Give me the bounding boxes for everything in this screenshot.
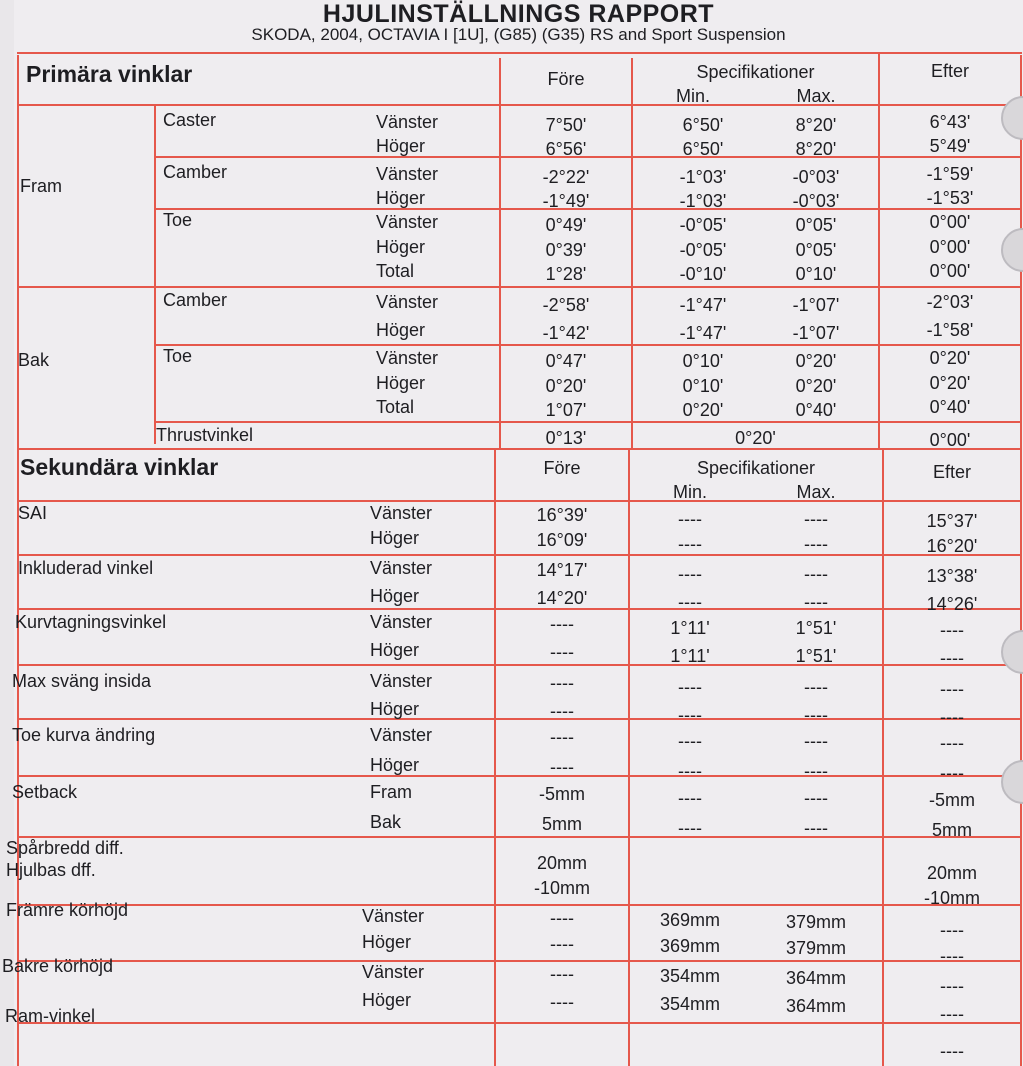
value-fore: -2°58' [542, 295, 590, 315]
primary-heading: Primära vinklar [26, 61, 193, 87]
value-fore: ---- [550, 614, 574, 634]
value-spec-max: 379mm [785, 938, 847, 958]
grid-line [17, 554, 1022, 556]
value-spec-max: 8°20' [795, 139, 837, 159]
row-subgroup-label: Camber [163, 290, 228, 310]
value-spec-min: 1°11' [670, 646, 710, 666]
row-side-label: Höger [376, 237, 426, 257]
value-fore: -2°22' [542, 167, 590, 187]
col-header-max-2: Max. [796, 482, 836, 502]
row-side-label: Vänster [362, 906, 425, 926]
row-side-label: Höger [370, 640, 420, 660]
ram-label: Ram-vinkel [5, 1006, 96, 1026]
row-subgroup-label: Caster [163, 110, 217, 130]
value-efter: -2°03' [926, 292, 974, 312]
value-efter: 0°00' [929, 261, 971, 281]
value-efter: ---- [940, 679, 964, 699]
row-side-label: Vänster [370, 558, 433, 578]
value-spec-min: ---- [678, 564, 702, 584]
row-side-label: Höger [376, 136, 426, 156]
value-efter: 0°40' [929, 397, 971, 417]
row-side-label: Höger [370, 755, 420, 775]
value-spec-min: -0°10' [679, 264, 727, 284]
value-spec-max: 364mm [785, 968, 847, 988]
col-header-spec-2: Specifikationer [696, 458, 816, 478]
spar-efter-2: -10mm [923, 888, 980, 908]
row-subgroup-label: Toe [163, 346, 193, 366]
value-efter: ---- [940, 763, 964, 783]
spar-fore-1: 20mm [536, 853, 587, 873]
col-header-efter-2: Efter [932, 462, 971, 482]
value-spec-min: 369mm [659, 936, 721, 956]
col-header-max: Max. [796, 86, 836, 106]
grid-line [154, 344, 1022, 346]
value-fore: 6°56' [545, 139, 587, 159]
value-efter: 0°20' [929, 373, 971, 393]
value-spec-min: ---- [678, 509, 702, 529]
row-side-label: Höger [362, 990, 412, 1010]
value-efter: 5mm [932, 820, 972, 840]
grid-line [17, 52, 1022, 54]
value-spec-max: ---- [804, 761, 828, 781]
value-fore: ---- [550, 934, 574, 954]
value-spec-max: ---- [804, 731, 828, 751]
value-efter: ---- [940, 648, 964, 668]
col-header-efter: Efter [930, 61, 969, 81]
value-spec-min: 354mm [659, 994, 721, 1014]
value-spec-min: ---- [678, 818, 702, 838]
value-fore: 1°28' [545, 264, 587, 284]
spar-label-2: Hjulbas dff. [6, 860, 96, 880]
value-spec-max: 0°20' [795, 376, 837, 396]
group-fram: Fram [20, 176, 62, 196]
row-label: SAI [18, 503, 48, 523]
secondary-heading: Sekundära vinklar [20, 454, 219, 480]
value-efter: -1°58' [926, 320, 974, 340]
row-side-label: Bak [370, 812, 402, 832]
grid-line [17, 286, 1022, 288]
value-spec-min: 1°11' [670, 618, 710, 638]
value-spec-max: 1°51' [795, 646, 837, 666]
value-spec-max: ---- [804, 534, 828, 554]
grid-line [154, 421, 1022, 423]
value-spec-min: -0°05' [679, 215, 727, 235]
value-spec-min: ---- [678, 731, 702, 751]
value-efter: 0°00' [929, 212, 971, 232]
value-spec-max: ---- [804, 509, 828, 529]
value-fore: 0°49' [545, 215, 587, 235]
value-spec-max: 0°10' [795, 264, 837, 284]
value-fore: 7°50' [545, 115, 587, 135]
group-bak: Bak [18, 350, 50, 370]
value-spec-max: ---- [804, 677, 828, 697]
value-efter: 14°26' [926, 594, 978, 614]
value-spec-min: -1°03' [679, 167, 727, 187]
col-header-min: Min. [675, 86, 710, 106]
row-side-label: Höger [376, 373, 426, 393]
value-spec-max: 364mm [785, 996, 847, 1016]
value-spec-max: 8°20' [795, 115, 837, 135]
value-fore: 16°39' [536, 505, 588, 525]
value-spec-min: 0°10' [682, 376, 724, 396]
thrust-efter: 0°00' [929, 430, 971, 450]
thrust-spec: 0°20' [735, 428, 776, 448]
value-spec-max: 0°20' [795, 351, 837, 371]
value-fore: ---- [550, 727, 574, 747]
value-efter: 16°20' [926, 536, 978, 556]
value-efter: 6°43' [929, 112, 971, 132]
row-label: Bakre körhöjd [2, 956, 114, 976]
value-fore: ---- [550, 992, 574, 1012]
value-fore: 14°17' [536, 560, 588, 580]
row-side-label: Vänster [376, 164, 439, 184]
value-fore: -5mm [539, 784, 585, 804]
value-fore: -1°42' [542, 323, 590, 343]
value-efter: 13°38' [926, 566, 978, 586]
value-spec-min: 369mm [659, 910, 721, 930]
row-side-label: Höger [370, 528, 420, 548]
thrust-label: Thrustvinkel [156, 425, 254, 445]
value-spec-max: 0°05' [795, 215, 837, 235]
ram-efter: ---- [940, 1041, 964, 1061]
grid-line [1020, 55, 1022, 1066]
value-spec-min: 6°50' [682, 139, 724, 159]
value-efter: 5°49' [929, 136, 971, 156]
value-spec-max: -0°03' [792, 167, 840, 187]
value-fore: 5mm [542, 814, 582, 834]
row-side-label: Vänster [376, 348, 439, 368]
value-efter: 0°00' [929, 237, 971, 257]
value-efter: ---- [940, 620, 964, 640]
value-spec-min: 6°50' [682, 115, 724, 135]
grid-line [17, 1022, 1022, 1024]
report-subtitle: SKODA, 2004, OCTAVIA I [1U], (G85) (G35) RS and Sport Suspension [251, 25, 786, 44]
value-spec-min: -0°05' [679, 240, 727, 260]
row-side-label: Total [376, 397, 415, 417]
value-spec-max: -0°03' [792, 191, 840, 211]
spar-efter-1: 20mm [926, 863, 977, 883]
row-side-label: Vänster [362, 962, 425, 982]
value-spec-max: ---- [804, 705, 828, 725]
value-spec-min: ---- [678, 534, 702, 554]
row-side-label: Fram [370, 782, 412, 802]
value-spec-max: ---- [804, 592, 828, 612]
col-header-spec: Specifikationer [696, 62, 815, 82]
row-side-label: Vänster [370, 725, 433, 745]
value-efter: ---- [940, 976, 964, 996]
value-spec-min: 354mm [659, 966, 721, 986]
value-spec-max: 0°05' [795, 240, 837, 260]
row-side-label: Vänster [376, 212, 439, 232]
value-spec-max: 379mm [785, 912, 847, 932]
value-spec-max: ---- [804, 818, 828, 838]
value-fore: -1°49' [542, 191, 590, 211]
value-efter: 0°20' [929, 348, 971, 368]
value-efter: ---- [940, 1004, 964, 1024]
value-fore: 0°39' [545, 240, 587, 260]
report-sheet [2, 0, 1023, 1066]
value-spec-min: ---- [678, 788, 702, 808]
value-spec-min: -1°03' [679, 191, 727, 211]
row-side-label: Vänster [376, 112, 439, 132]
value-spec-min: 0°20' [682, 400, 724, 420]
row-label: Inkluderad vinkel [18, 558, 154, 578]
value-efter: ---- [940, 920, 964, 940]
value-spec-max: 1°51' [795, 618, 837, 638]
value-efter: ---- [940, 946, 964, 966]
row-side-label: Vänster [370, 612, 433, 632]
spar-fore-2: -10mm [533, 878, 590, 898]
value-efter: -1°59' [926, 164, 974, 184]
report-title: HJULINSTÄLLNINGS RAPPORT [322, 0, 715, 28]
value-efter: ---- [940, 733, 964, 753]
value-fore: 0°20' [545, 376, 587, 396]
col-header-fore-2: Före [543, 458, 581, 478]
value-fore: ---- [550, 757, 574, 777]
row-side-label: Höger [370, 699, 420, 719]
value-efter: 15°37' [926, 511, 978, 531]
grid-line [17, 904, 1022, 906]
row-side-label: Höger [370, 586, 420, 606]
value-efter: -1°53' [926, 188, 974, 208]
row-side-label: Total [376, 261, 415, 281]
row-label: Max sväng insida [12, 671, 152, 691]
value-spec-max: ---- [804, 564, 828, 584]
value-fore: 0°47' [545, 351, 587, 371]
value-spec-max: ---- [804, 788, 828, 808]
row-side-label: Vänster [370, 671, 433, 691]
value-efter: -5mm [929, 790, 975, 810]
value-fore: ---- [550, 701, 574, 721]
value-fore: ---- [550, 673, 574, 693]
row-label: Setback [12, 782, 78, 802]
value-spec-min: ---- [678, 705, 702, 725]
grid-line [17, 960, 1022, 962]
row-subgroup-label: Toe [163, 210, 193, 230]
value-fore: 16°09' [536, 530, 588, 550]
value-spec-min: 0°10' [682, 351, 724, 371]
row-side-label: Vänster [376, 292, 439, 312]
col-header-fore: Före [547, 69, 585, 89]
thrust-fore: 0°13' [545, 428, 587, 448]
row-side-label: Höger [362, 932, 412, 952]
spar-label-1: Spårbredd diff. [6, 838, 124, 858]
value-spec-min: -1°47' [679, 295, 727, 315]
grid-line [154, 104, 156, 444]
value-fore: 14°20' [536, 588, 588, 608]
row-side-label: Höger [376, 320, 426, 340]
value-spec-min: -1°47' [679, 323, 727, 343]
value-spec-max: -1°07' [792, 323, 840, 343]
grid-line [17, 448, 1022, 450]
row-label: Toe kurva ändring [12, 725, 156, 745]
row-label: Främre körhöjd [6, 900, 129, 920]
value-fore: ---- [550, 642, 574, 662]
value-spec-min: ---- [678, 592, 702, 612]
value-spec-min: ---- [678, 761, 702, 781]
row-side-label: Höger [376, 188, 426, 208]
value-spec-max: 0°40' [795, 400, 837, 420]
col-header-min-2: Min. [672, 482, 707, 502]
value-efter: ---- [940, 707, 964, 727]
value-spec-max: -1°07' [792, 295, 840, 315]
value-fore: ---- [550, 908, 574, 928]
row-label: Kurvtagningsvinkel [15, 612, 167, 632]
value-spec-min: ---- [678, 677, 702, 697]
value-fore: ---- [550, 964, 574, 984]
row-side-label: Vänster [370, 503, 433, 523]
row-subgroup-label: Camber [163, 162, 228, 182]
value-fore: 1°07' [545, 400, 587, 420]
